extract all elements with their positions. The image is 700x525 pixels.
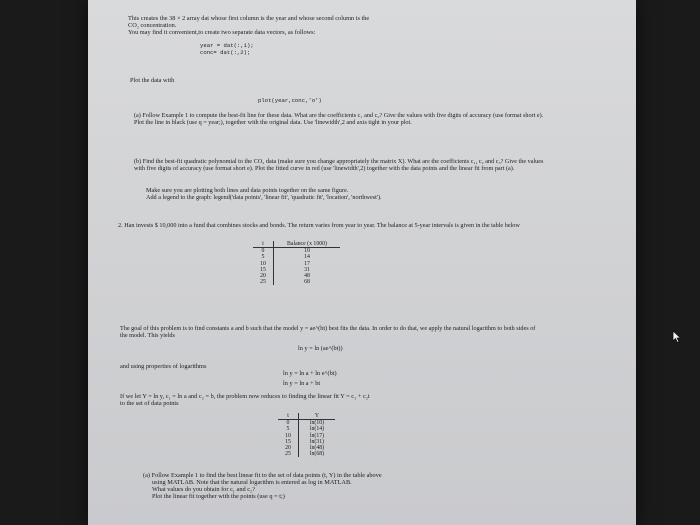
part-2a-line-4: Plot the linear fit together with the points (use q = t;) [152,493,285,500]
part-b-legend: Add a legend to the graph: legend('data points', 'linear fit', 'quadratic fit', 'location', 'northwest'). [146,194,382,201]
table-header-row [253,241,340,248]
table-row: 5 14 [253,254,340,260]
balance-table [253,241,340,285]
goal-text: The goal of this problem is to find constants a and b such that the model y = ae^(bt) best fits the data. In order to do that, we apply the natural logarithm to both sides of the model. This yields [120,325,536,340]
mouse-pointer-icon [672,330,682,344]
intro-line-3: You may find it convenient,to create two separate data vectors, as follows: [128,29,316,36]
equation-2: ln y = ln a + ln e^(bt) [283,370,337,377]
problem-2-intro: 2. Han invests $ 10,000 into a fund that combines stocks and bonds. The return varies from year to year. The balance at 5-year intervals is given in the table below [118,222,520,229]
table-row: 25 68 [253,279,340,285]
table-row: 0 ln(10) [278,420,335,427]
table-row: 5 ln(14) [278,426,335,432]
code-year: year = dat(:,1); [200,42,254,49]
plot-label: Plot the data with [130,77,175,84]
table-row: 10 ln(17) [278,433,335,439]
part-2a-line-3: What values do you obtain for c₁ and c₂? [152,486,256,493]
intro-line-1: This creates the 38 × 2 array dat whose first column is the year and whose second column is the [128,15,370,22]
table-header-y: Y [299,413,336,420]
document-page [88,0,636,525]
table-row: 15 ln(31) [278,439,335,445]
table-row: 10 17 [253,261,340,267]
plot-command: plot(year,conc,'o') [258,97,322,104]
table-row: 15 31 [253,267,340,273]
table-header-t: t [253,241,274,248]
let-line-1: If we let Y = ln y, c₁ = ln a and c₂ = b, the problem now reduces to finding the linear fit Y = c₁ + c₂t [120,393,370,400]
table-row: 25 ln(68) [278,451,335,457]
table-header-row [278,413,335,420]
table-row: 0 10 [253,248,340,255]
equation-3: ln y = ln a + bt [283,380,321,387]
log-data-table [278,413,335,457]
let-line-2: to the set of data points [120,400,179,407]
code-conc: conc= dat(:,2); [200,49,251,56]
part-b-text: (b) Find the best-fit quadratic polynomial to the CO₂ data (make sure you change appropriately the matrix X). What are the coefficients c₁, c₂ and c₃? Give the values with five digits of accuracy (use format short e). Plot the fitted curve in red (use 'linewidth',2) together with the data points and the linear fit from part (a). [134,158,544,173]
equation-1: ln y = ln (ae^(bt)) [298,345,343,352]
table-row: 20 48 [253,273,340,279]
part-2a-line-1: (a) Follow Example 1 to find the best linear fit to the set of data points (t, Y) in the table above [143,472,382,479]
part-2a-line-2: using MATLAB. Note that the natural logarithm is entered as log in MATLAB. [152,479,352,486]
part-b-note: Make sure you are plotting both lines and data points together on the same figure. [146,187,349,194]
table-header-t: t [278,413,299,420]
table-row: 20 ln(48) [278,445,335,451]
part-a-text: (a) Follow Example 1 to compute the best-fit line for these data. What are the coefficients c₁ and c₂? Give the values with five digits of accuracy (use format short e). Plot the line in black (use q = year;), together with the original data. Use 'linewidth',2 and axis tight in your plot. [134,112,544,127]
table-header-balance: Balance (x 1000) [274,241,341,248]
log-properties-text: and using properties of logarithms [120,363,207,370]
intro-line-2: CO₂ concentration. [128,22,177,29]
